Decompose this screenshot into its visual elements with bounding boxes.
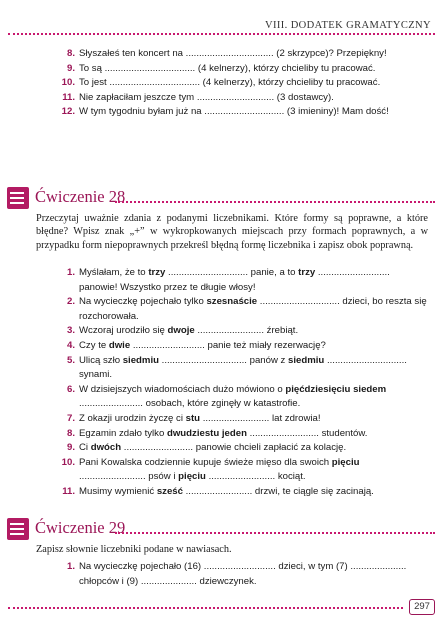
exercise-title: Ćwiczenie 29 <box>35 518 126 537</box>
item-number: 9. <box>66 62 75 74</box>
list-item <box>58 91 428 106</box>
list-item <box>58 560 428 589</box>
item-number: 11. <box>62 485 75 497</box>
numeral-highlight: dwudziestu jeden <box>166 427 247 439</box>
numeral-highlight: pięćdziesięciu siedem <box>285 383 387 395</box>
item-text: .......................... studentów. <box>246 427 368 439</box>
item-text: Pani Kowalska codziennie kupuje świeże mięso dla swoich <box>79 456 332 468</box>
list-item <box>58 266 428 295</box>
checklist-icon <box>7 518 29 540</box>
list-item <box>58 485 428 500</box>
running-header <box>0 0 445 40</box>
item-text: To jest .................................. (4 kelnerzy), którzy chcieliby tu pracować. <box>79 77 381 89</box>
item-text: .............................. dzieci, bo reszta się rozchorowała. <box>79 296 427 322</box>
header-dotted-rule <box>8 33 435 35</box>
item-number: 10. <box>61 456 75 468</box>
item-text: ......................... drzwi, te ciągle się zacinają. <box>182 485 374 497</box>
item-text: ........................... panowie! Wszystko przez te długie włosy! <box>79 267 390 293</box>
item-text: ........................ osobach, które zginęły w katastrofie. <box>79 398 301 410</box>
item-text: ......................... kociąt. <box>205 471 306 483</box>
page-number: 297 <box>409 599 435 615</box>
item-text: Ulicą szło <box>79 354 123 366</box>
list-item <box>58 295 428 324</box>
item-text: ........................... panie też miały rezerwację? <box>130 339 326 351</box>
item-text: .............................. panie, a to <box>165 267 299 278</box>
numeral-highlight: dwóch <box>90 442 122 454</box>
list-item <box>58 412 428 427</box>
numeral-highlight: dwie <box>108 339 131 351</box>
list-item <box>58 383 428 412</box>
item-number: 8. <box>66 427 75 439</box>
numeral-highlight: trzy <box>298 267 316 278</box>
exercise-28-instruction: Przeczytaj uważnie zdania z podanymi liczebnikami. Które formy są poprawne, a które błędne? Wpisz znak „+” w wykropkowanych miejscach przy formach poprawnych, a w przypadku form niepoprawnych przekreśl błędną formę liczebnika i zapisz obok poprawną. <box>36 213 428 251</box>
page-footer <box>0 596 445 620</box>
heading-dotted-rule <box>115 201 435 203</box>
item-text: ......................... źrebiąt. <box>194 325 299 337</box>
item-text: Z okazji urodzin życzę ci <box>79 412 186 424</box>
item-text: Na wycieczkę pojechało (16) ........................... dzieci, w tym (7) ..................... chłopców i (9) ..................... dziewczynek. <box>79 561 407 587</box>
item-text: .............................. synami. <box>79 354 407 381</box>
exercise-29-heading <box>7 518 435 540</box>
exercise-29-instruction: Zapisz słownie liczebniki podane w nawiasach. <box>36 544 232 555</box>
list-item <box>58 427 428 442</box>
item-number: 11. <box>62 91 75 103</box>
heading-dotted-rule <box>115 532 435 534</box>
list-item <box>58 441 428 456</box>
item-number: 1. <box>66 561 75 572</box>
numeral-highlight: dwoje <box>167 325 195 337</box>
item-number: 10. <box>61 77 75 89</box>
numeral-highlight: trzy <box>148 267 166 278</box>
checklist-icon <box>7 187 29 209</box>
item-text: Ci <box>79 442 91 454</box>
item-text: To są .................................. (4 kelnerzy), którzy chcieliby tu pracować. <box>79 62 376 74</box>
chapter-title: VIII. DODATEK GRAMATYCZNY <box>264 20 431 31</box>
item-text: W tym tygodniu byłam już na .............................. (3 imieniny)! Mam dość! <box>79 106 389 118</box>
numeral-highlight: siedmiu <box>122 354 159 366</box>
exercise-28-items <box>58 266 428 500</box>
numeral-highlight: szesnaście <box>206 296 258 308</box>
item-number: 12. <box>61 106 75 118</box>
numeral-highlight: siedmiu <box>288 354 325 366</box>
item-text: Wczoraj urodziło się <box>79 325 168 337</box>
item-text: Na wycieczkę pojechało tylko <box>79 296 207 308</box>
item-text: .......................... panowie chcieli zapłacić za kolację. <box>121 442 347 454</box>
item-number: 2. <box>66 296 75 308</box>
exercise-29-items <box>58 560 428 589</box>
numeral-highlight: sześć <box>156 485 183 497</box>
exercise-28-heading <box>7 187 435 209</box>
item-number: 7. <box>66 412 75 424</box>
item-number: 9. <box>66 442 75 454</box>
item-number: 3. <box>66 325 75 337</box>
list-item <box>58 76 428 91</box>
list-item <box>58 62 428 77</box>
item-text: Musimy wymienić <box>79 485 157 497</box>
list-item <box>58 324 428 339</box>
item-text: Egzamin zdało tylko <box>79 427 167 439</box>
item-number: 6. <box>66 383 75 395</box>
item-text: Słyszałeś ten koncert na ................................. (2 skrzypce)? Przepiękny! <box>79 48 387 59</box>
item-number: 4. <box>66 339 75 351</box>
footer-dotted-rule <box>8 607 403 609</box>
numeral-highlight: stu <box>185 412 201 424</box>
item-text: Myślałam, że to <box>79 267 149 278</box>
list-item <box>58 105 428 120</box>
list-item <box>58 47 428 62</box>
list-item <box>58 456 428 485</box>
numeral-highlight: pięciu <box>178 471 206 483</box>
item-text: ......................... psów i <box>79 471 179 483</box>
item-text: Czy te <box>79 339 109 351</box>
item-text: W dzisiejszych wiadomościach dużo mówiono o <box>79 383 286 395</box>
exercise-title: Ćwiczenie 28 <box>35 187 126 206</box>
numeral-highlight: pięciu <box>331 456 360 468</box>
item-number: 1. <box>66 267 75 278</box>
previous-exercise-items <box>58 47 428 120</box>
item-number: 5. <box>66 354 75 366</box>
list-item <box>58 339 428 354</box>
item-number: 8. <box>66 48 75 59</box>
item-text: Nie zapłaciłam jeszcze tym ............................. (3 dostawcy). <box>79 91 334 103</box>
item-text: ................................ panów z <box>158 354 289 366</box>
list-item <box>58 354 428 383</box>
item-text: ......................... lat zdrowia! <box>200 412 321 424</box>
